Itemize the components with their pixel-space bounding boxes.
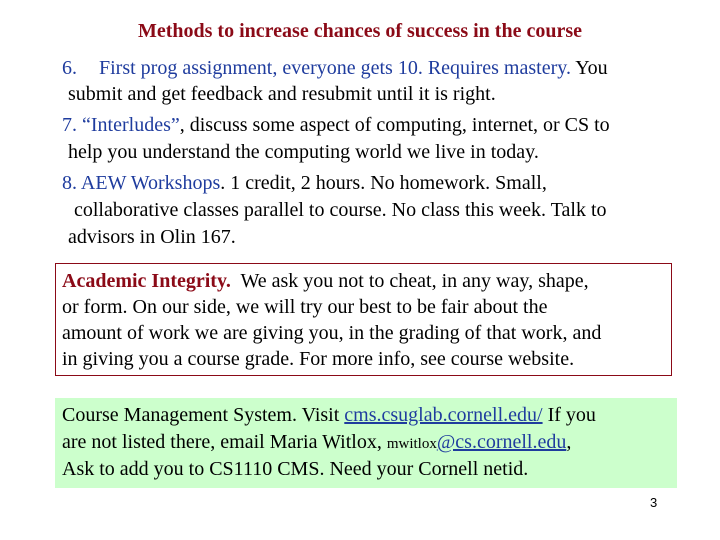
list-item-8 bbox=[62, 170, 547, 197]
list-item-6-continued: submit and get feedback and resubmit until it is right. bbox=[68, 83, 496, 105]
integrity-text: We ask you not to cheat, in any way, shape, bbox=[230, 270, 589, 292]
cms-text: Course Management System. Visit bbox=[62, 404, 345, 426]
academic-integrity-box bbox=[55, 263, 672, 376]
item-highlight: First prog assignment, everyone gets 10. Requires mastery. bbox=[99, 57, 571, 79]
item-number: 8. bbox=[62, 172, 77, 194]
integrity-line-1 bbox=[62, 268, 589, 295]
email-user: mwitlox bbox=[386, 436, 437, 452]
cms-text: are not listed there, email Maria Witlox, bbox=[62, 431, 387, 453]
item-text: You bbox=[570, 57, 608, 79]
list-item-7-continued: help you understand the computing world we live in today. bbox=[68, 141, 539, 163]
cms-line-1 bbox=[62, 402, 596, 429]
list-item-8-continued-2: advisors in Olin 167. bbox=[68, 226, 236, 248]
cms-link[interactable]: cms.csuglab.cornell.edu/ bbox=[344, 404, 543, 426]
cms-line-3: Ask to add you to CS1110 CMS. Need your Cornell netid. bbox=[62, 458, 529, 480]
integrity-line-2: or form. On our side, we will try our best to be fair about the bbox=[62, 296, 548, 318]
item-highlight: “Interludes” bbox=[82, 114, 180, 136]
item-text: . 1 credit, 2 hours. No homework. Small, bbox=[220, 172, 547, 194]
page-number: 3 bbox=[650, 495, 658, 510]
slide-title: Methods to increase chances of success in the course bbox=[137, 20, 582, 42]
cms-info-box bbox=[55, 398, 677, 488]
cms-line-2 bbox=[62, 429, 571, 458]
list-item-6 bbox=[62, 55, 608, 82]
cms-text-post: If you bbox=[542, 404, 596, 426]
cms-text-post: , bbox=[566, 431, 572, 453]
item-text: , discuss some aspect of computing, internet, or CS to bbox=[179, 114, 610, 136]
email-link[interactable]: @cs.cornell.edu bbox=[436, 431, 567, 453]
item-number: 7. bbox=[62, 114, 77, 136]
item-number: 6. bbox=[62, 57, 77, 79]
list-item-7 bbox=[62, 112, 610, 139]
integrity-line-3: amount of work we are giving you, in the grading of that work, and bbox=[62, 322, 602, 344]
integrity-heading: Academic Integrity. bbox=[62, 270, 231, 292]
list-item-8-continued: collaborative classes parallel to course. No class this week. Talk to bbox=[74, 199, 607, 221]
integrity-line-4: in giving you a course grade. For more info, see course website. bbox=[62, 348, 575, 370]
item-highlight: AEW Workshops bbox=[80, 172, 221, 194]
